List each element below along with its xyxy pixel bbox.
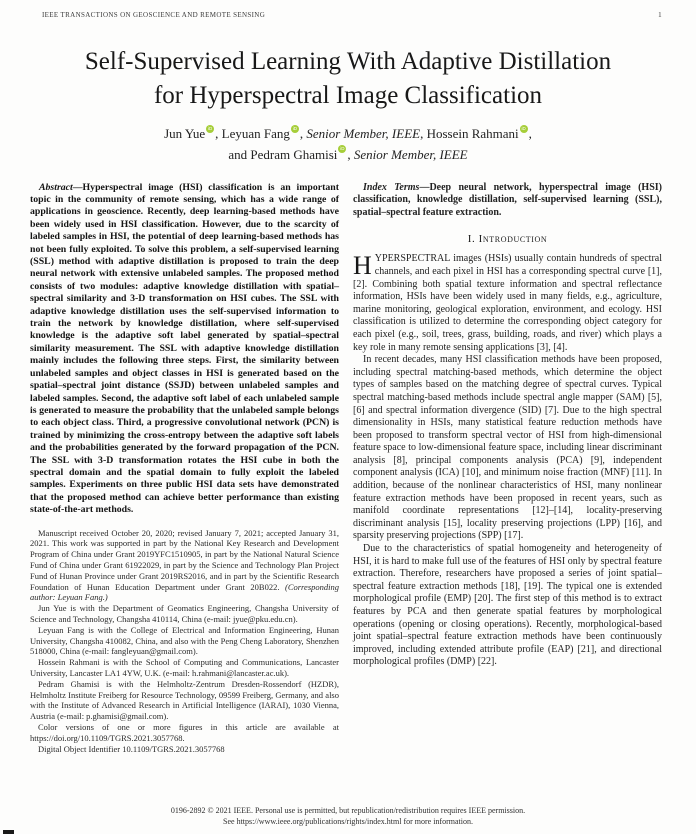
orcid-icon[interactable]: iD [208, 125, 213, 131]
running-header-row [30, 0, 666, 19]
scan-artifact [3, 830, 14, 834]
byline-and: and [228, 146, 251, 162]
footnote-color-versions-text: Color versions of one or more figures in this article are available at [38, 721, 339, 732]
author-leyuan-fang: Leyuan Fang [221, 126, 290, 141]
drop-cap: H [353, 251, 372, 281]
footnote-manuscript-text: Manuscript received October 20, 2020; revised January 7, 2021; accepted January 31, 2021. This work was supported in part by the National Key Research and Development Program of China under Grant 2019YFC1510905, in part by the National Natural Science Fund of China under Grant 61922029, in part by the Science and Technology Plan Project Fund of Hunan Province under Grant 2019RS2016, and in part by the Scientific Research Foundation of Hunan Education Department under Grant 20B022. [30, 527, 339, 592]
abstract-label: Abstract [39, 181, 73, 193]
intro-paragraph-3: Due to the characteristics of spatial homogeneity and heterogeneity of HSI, it is hard to make full use of the features of HSI only by spectral feature extraction. Therefore, researchers have proposed a series of joint spatial–spectral feature extraction methods [18], [19]. The typical one is extended morphological profile (EMP) [20]. The first step of this method is to extract features by PCA and then generate spatial features by morphological operations (opening or closing operations). Recently, morphological-based joint spatial–spectral feature extraction methods have been continuously improved, including extended attribute profile (EAP) [21], and directional morphological profiles (DMP) [22]. [353, 543, 662, 668]
journal-name: IEEE TRANSACTIONS ON GEOSCIENCE AND REMOTE SENSING [42, 11, 266, 19]
author-jun-yue: Jun Yue [164, 126, 206, 141]
left-column [30, 182, 339, 794]
byline-separator: , [420, 126, 427, 141]
byline-separator: , [215, 126, 222, 141]
index-terms-section [353, 182, 662, 220]
intro-paragraph-1-text: YPERSPECTRAL images (HSIs) usually contain hundreds of spectral channels, and each pixel in HSI has a corresponding spectral curve [1], [2]. Combining both spatial texture information and spectral reflectance information, HSIs have been widely used in many fields, e.g., agriculture, marine monitoring, geological exploration, environment, and ecology. HSI classification is utilized to determine the corresponding object category for each pixel (e.g., soil, trees, grass, building, roads, and river) which plays a key role in many remote sensing applications [3], [4]. [353, 253, 662, 353]
footnote-affiliation-jun-yue: Jun Yue is with the Department of Geomatics Engineering, Changsha University of Science and Technology, Changsha 410114, China (e-mail: jyue@pku.edu.cn). [30, 603, 339, 624]
footnote-doi: Digital Object Identifier 10.1109/TGRS.2021.3057768 [38, 743, 225, 754]
footnote-affiliation-hossein-rahmani: Hossein Rahmani is with the School of Computing and Communications, Lancaster University, Lancaster LA1 4YW, U.K. (e-mail: h.rahmani@lancaster.ac.uk). [30, 657, 339, 678]
abstract-section [30, 182, 339, 517]
orcid-icon[interactable]: iD [521, 125, 526, 131]
paper-title [30, 45, 666, 112]
first-page-footnotes [30, 528, 339, 755]
footer-see: See [223, 816, 237, 826]
index-terms-text: —Deep neural network, hyperspectral image (HSI) classification, knowledge distillation, self-supervised learning (SSL), spatial–spectral feature extraction. [353, 181, 662, 218]
right-column [353, 182, 662, 794]
corresponding-author-note: (Corresponding author: Leyuan Fang.) [30, 581, 339, 603]
author-hossein-rahmani: Hossein Rahmani [426, 126, 519, 141]
two-column-body [30, 182, 666, 794]
intro-paragraph-1 [353, 253, 662, 354]
doi-link[interactable]: https://doi.org/10.1109/TGRS.2021.3057768. [30, 732, 185, 743]
copyright-footer [0, 806, 696, 827]
paper-title-line1: Self-Supervised Learning With Adaptive Distillation [84, 48, 612, 75]
byline-separator: , [347, 146, 354, 162]
footnote-affiliation-leyuan-fang: Leyuan Fang is with the College of Electrical and Information Engineering, Hunan University, Changsha 410082, China, and also with the Peng Cheng Laboratory, Shenzhen 518000, China (e-mail: fangleyuan@gmail.com). [30, 624, 339, 657]
footnote-color-versions [30, 722, 339, 744]
author-pedram-ghamisi: Pedram Ghamisi [250, 146, 338, 162]
author-byline [30, 124, 666, 166]
orcid-icon[interactable]: iD [340, 146, 345, 152]
membership-title: Senior Member, IEEE [306, 126, 421, 141]
ieee-rights-link[interactable]: https://www.ieee.org/publications/rights/index.html [236, 816, 402, 826]
footer-see-suffix: for more information. [401, 816, 473, 826]
footnote-manuscript [30, 528, 339, 604]
index-terms-label: Index Terms [363, 181, 420, 193]
byline-separator: , [299, 126, 307, 141]
section-heading-introduction: I. Introduction [467, 233, 548, 246]
byline-separator: , [528, 126, 532, 141]
footnote-affiliation-pedram-ghamisi: Pedram Ghamisi is with the Helmholtz-Zentrum Dresden-Rossendorf (HZDR), Helmholtz Institute Freiberg for Resource Technology, 09599 Freiberg, Germany, and also with the Institute of Advanced Research in Artificial Intelligence (IARAI), 1030 Vienna, Austria (e-mail: p.ghamisi@gmail.com). [30, 678, 339, 722]
orcid-icon[interactable]: iD [292, 125, 297, 131]
abstract-text: —Hyperspectral image (HSI) classification is an important topic in the community of remote sensing, which has a wide range of applications in geoscience. Recently, deep learning-based methods have been widely used in HSI classification. However, due to the scarcity of labeled samples in HSI, the potential of deep learning-based methods has not been fully exploited. To solve this problem, a self-supervised learning (SSL) method with adaptive distillation is proposed to train the deep neural network with extensive unlabeled samples. The proposed method consists of two modules: adaptive knowledge distillation with spatial–spectral similarity and 3-D transformation on HSI cubes. The SSL with adaptive knowledge distillation uses the self-supervised information to train the network by knowledge distillation, where self-supervised knowledge is the adaptive soft label generated by spatial–spectral similarity measurement. The SSL with adaptive knowledge distillation mainly includes the following three steps. First, the similarity between unlabeled samples and object classes in HSI is generated based on the spatial–spectral joint distance (SSJD) between unlabeled samples and labeled samples. Second, the adaptive soft label of each unlabeled sample is generated to measure the probability that the unlabeled sample belongs to each object class. Third, a progressive convolutional network (PCN) is trained by minimizing the cross-entropy between the adaptive soft labels and the probabilities generated by the forward propagation of the PCN. The SSL with 3-D transformation rotates the HSI cube in both the spectral domain and the spatial domain to fully exploit the labeled samples. Experiments on three public HSI data sets have demonstrated that the proposed method can achieve better performance than existing state-of-the-art methods. [30, 181, 339, 516]
paper-title-line2: for Hyperspectral Image Classification [153, 81, 543, 109]
copyright-line: 0196-2892 © 2021 IEEE. Personal use is permitted, but republication/redistribution requires IEEE permission. [170, 806, 526, 815]
membership-title: Senior Member, IEEE [353, 146, 468, 162]
page-number: 1 [658, 11, 662, 19]
intro-paragraph-2: In recent decades, many HSI classification methods have been proposed, including spectral matching-based methods, which determine the object types of samples based on the matching degree of spectral curves. Typical spectral matching-based methods include spectral angle mapper (SAM) [5], [6] and spectral information divergence (SID) [7]. Due to the high spectral dimensionality in HSIs, many statistical feature reduction methods have been proposed to transform spectral vector of HSI from high-dimensional feature space to low-dimensional feature space, including linear discriminant analysis [8], principal components analysis (PCA) [9], independent component analysis (ICA) [10], and minimum noise fraction (MNF) [11]. In addition, because of the nonlinear characteristics of HSI, many nonlinear feature extraction methods have been proposed in recent years, such as manifold coordinate representations [12]–[14], locality-preserving discriminant analysis [15], locality preserving projections (LPP) [16], and sparsity preserving projections (SPP) [17]. [353, 354, 662, 542]
